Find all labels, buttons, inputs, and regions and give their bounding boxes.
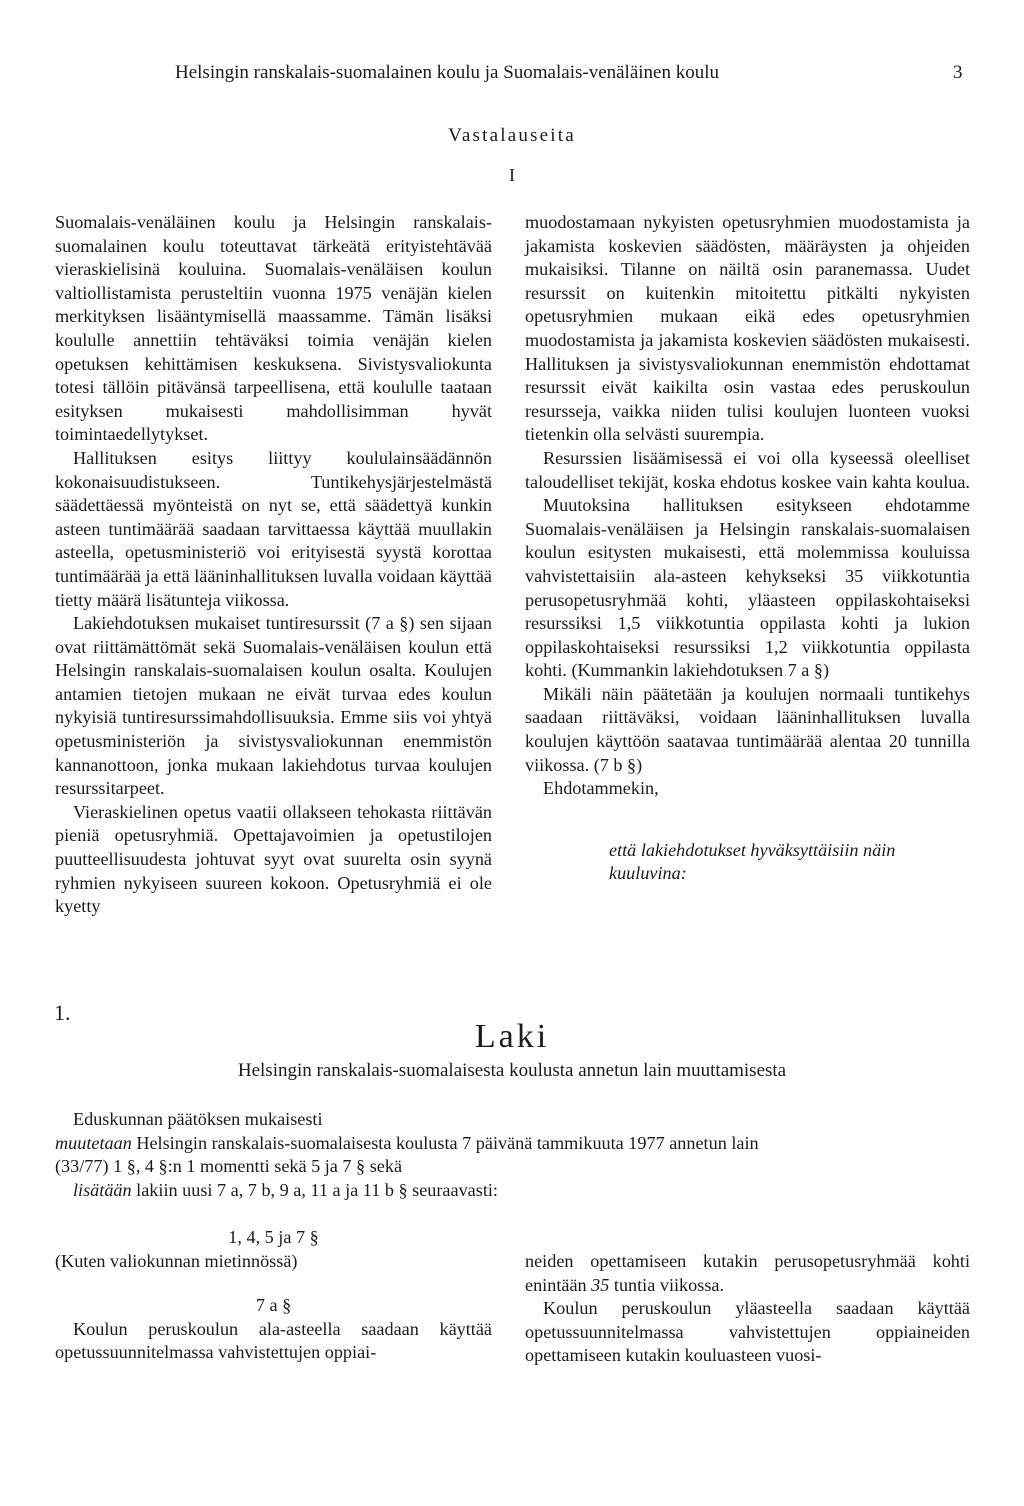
section-title: Vastalauseita	[448, 125, 576, 146]
preamble-line-3: (33/77) 1 §, 4 §:n 1 momentti sekä 5 ja 7 § sekä	[55, 1156, 403, 1177]
section-numeral: I	[509, 165, 515, 185]
law-left-column	[55, 1226, 492, 1365]
section-7a-paragraph-2: Koulun peruskoulun yläasteella saadaan käyttää opetussuunnitelmassa vahvistettujen oppiaineiden opettamiseen kutakin kouluasteen vuosi-	[525, 1298, 970, 1366]
left-paragraph-1: Suomalais-venäläinen koulu ja Helsingin ranskalais-suomalainen koulu toteuttavat tärkeätä erityistehtävää vieraskielisinä kouluina. Suomalais-venäläisen koulun valtiollistamista perusteltiin vuonna 1975 venäjän kielen merkityksen lisääntymisellä maassamme. Tämän lisäksi koululle annettiin tehtäväksi toimia venäjän kielen opetuksen kehittämisen keskuksena. Sivistysvaliokunta totesi tällöin pitävänsä tarpeellisena, että koululle taataan esityksen mukaisesti mahdollisimman hyvät toimintaedellytykset.	[55, 212, 492, 445]
section-7a-hours-value: 35	[591, 1274, 610, 1295]
section-7a-text-continued	[525, 1250, 970, 1297]
section-heading-7a: 7 a §	[255, 1295, 292, 1316]
preamble-line-2	[55, 1132, 969, 1156]
running-header: Helsingin ranskalais-suomalainen koulu ja Suomalais-venäläinen koulu	[175, 62, 720, 83]
section-7a-text-start: Koulun peruskoulun ala-asteella saadaan käyttää opetussuunnitelmassa vahvistettujen oppiai-	[55, 1318, 492, 1363]
law-subtitle: Helsingin ranskalais-suomalaisesta koulusta annetun lain muuttamisesta	[237, 1060, 787, 1081]
right-paragraph-3: Muutoksina hallituksen esitykseen ehdotamme Suomalais-venäläisen ja Helsingin ranskalais-suomalaisen koulun esitysten mukaisesti, että molemmissa kouluissa vahvistettaisiin ala-asteen kehykseksi 35 viikkotuntia perusopetusryhmää kohti, yläasteen oppilaskohtaiseksi resurssiksi 1,5 viikkotuntia oppilasta kohti ja lukion oppilaskohtaiseksi resurssiksi 1,2 viikkotuntia oppilasta kohti. (Kummankin lakiehdotuksen 7 a §)	[525, 495, 970, 681]
preamble-line-1: Eduskunnan päätöksen mukaisesti	[73, 1109, 323, 1129]
left-paragraph-4: Vieraskielinen opetus vaatii ollakseen tehokasta riittävän pieniä opetusryhmiä. Opettajavoimien ja opetustilojen puutteellisuudesta johtuvat syyt ovat suurelta osin syynä ryhmien nykyiseen suureen kokoon. Opetusryhmiä ei ole kyetty	[55, 801, 492, 917]
right-column	[525, 211, 970, 886]
preamble-add-word: lisätään	[73, 1179, 132, 1200]
section-note: (Kuten valiokunnan mietinnössä)	[55, 1250, 298, 1271]
page-number: 3	[953, 62, 963, 83]
section-7a-part-2: tuntia viikossa.	[613, 1274, 725, 1295]
left-paragraph-2: Hallituksen esitys liittyy koululainsäädännön kokonaisuudistukseen. Tuntikehysjärjestelmästä säädettäessä myönteistä on nyt se, että säädettyä kunkin asteen tuntimäärää saadaan tarvittaessa käyttää muullakin asteella, opetusministeriö voi erityisestä syystä korottaa tuntimäärää ja että lääninhallituksen luvalla voidaan käyttää tietty määrä lisätunteja viikossa.	[55, 447, 492, 610]
right-paragraph-1: muodostamaan nykyisten opetusryhmien muodostamista ja jakamista koskevien säädösten, määräysten ja ohjeiden mukaisiksi. Tilanne on näiltä osin paranemassa. Uudet resurssit on kuitenkin mitoitettu pitkälti nykyisten opetusryhmien mukaan eikä edes opetusryhmien muodostamista ja jakamista koskevien säädösten mukaisesti. Hallituksen ja sivistysvaliokunnan enemmistön ehdottamat resurssit eivät kaikilta osin vastaa edes peruskoulun resursseja, vaikka niiden tulisi koulujen luonteen vuoksi tietenkin olla selvästi suurempia.	[525, 212, 970, 445]
preamble-line-2-text: Helsingin ranskalais-suomalaisesta koulusta 7 päivänä tammikuuta 1977 annetun lain	[136, 1132, 759, 1153]
right-paragraph-4: Mikäli näin päätetään ja koulujen normaali tuntikehys saadaan riittäväksi, voidaan lääninhallituksen luvalla koulujen käyttöön saatavaa tuntimäärää alentaa 20 tunnilla viikossa. (7 b §)	[525, 683, 970, 775]
right-paragraph-5: Ehdotammekin,	[543, 778, 659, 799]
right-paragraph-2: Resurssien lisäämisessä ei voi olla kyseessä oleelliset taloudelliset tekijät, koska ehdotus koskee vain kahta koulua.	[525, 447, 970, 492]
law-title: Laki	[474, 1018, 550, 1055]
preamble-amend-word: muutetaan	[55, 1132, 132, 1153]
law-item-number: 1.	[54, 1000, 71, 1025]
law-right-column	[525, 1250, 970, 1368]
law-preamble	[55, 1108, 969, 1202]
proposal-text: että lakiehdotukset hyväksyttäisiin näin kuuluvina:	[609, 839, 896, 884]
preamble-line-4	[55, 1179, 969, 1203]
section-heading-1-4-5-7: 1, 4, 5 ja 7 §	[228, 1227, 319, 1247]
left-column	[55, 211, 492, 919]
left-paragraph-3: Lakiehdotuksen mukaiset tuntiresurssit (7 a §) sen sijaan ovat riittämättömät sekä Suomalais-venäläisen koulun että Helsingin ranskalais-suomalaisen koulun osalta. Koulujen antamien tietojen mukaan ne eivät turvaa edes koulun nykyisiä tuntiresurssimahdollisuuksia. Emme siis voi yhtyä opetusministeriön ja sivistysvaliokunnan enemmistön kannanottoon, jonka mukaan lakiehdotus turvaa koulujen resurssitarpeet.	[55, 613, 492, 799]
section-7a-part-1: neiden opettamiseen kutakin perusopetusryhmää kohti enintään	[525, 1251, 970, 1295]
preamble-line-4-text: lakiin uusi 7 a, 7 b, 9 a, 11 a ja 11 b § seuraavasti:	[136, 1179, 498, 1200]
